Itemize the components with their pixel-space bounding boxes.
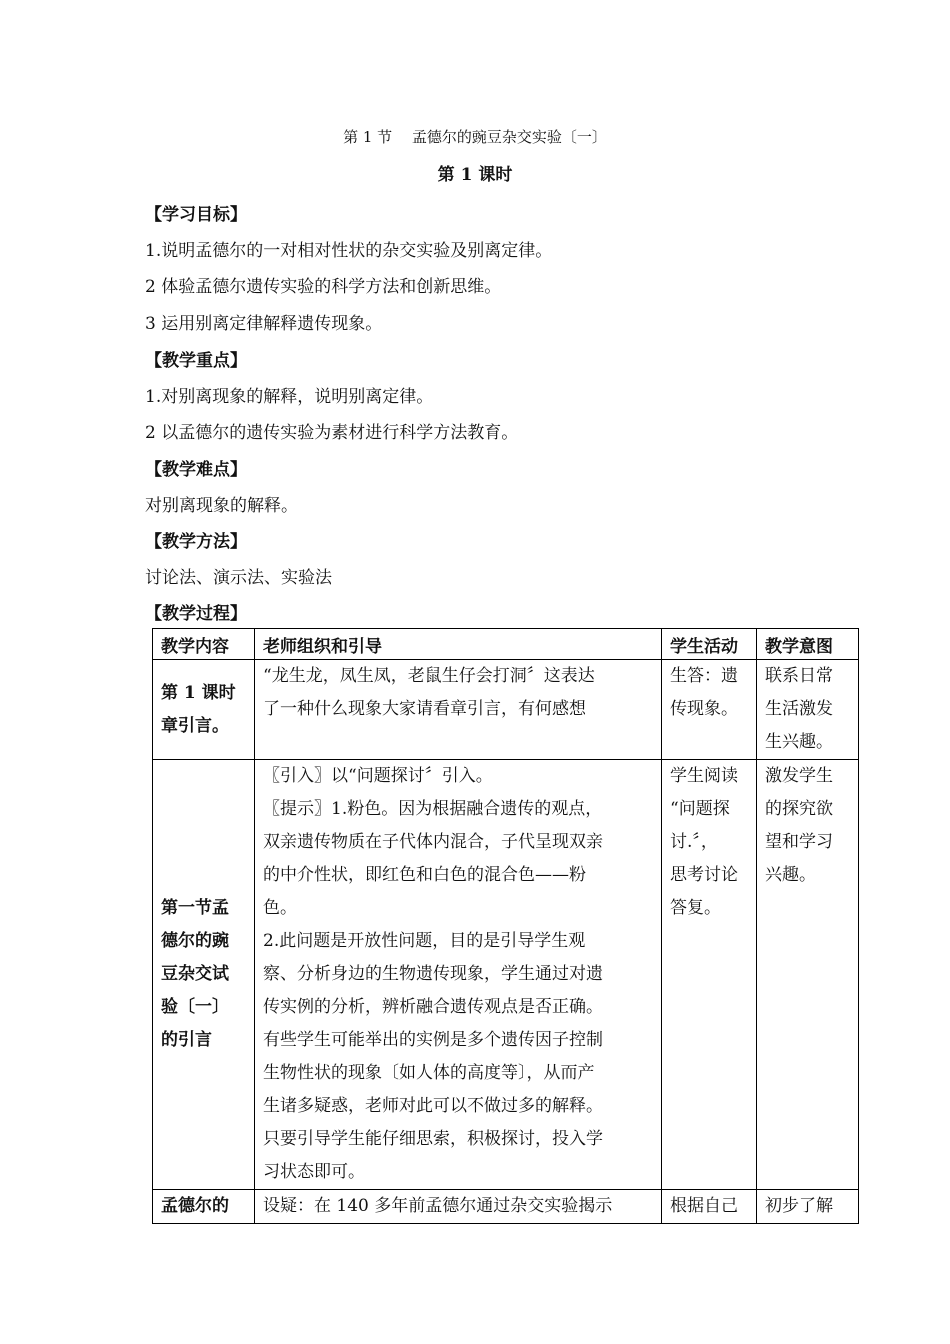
cell-line: 有些学生可能举出的实例是多个遗传因子控制	[263, 1030, 603, 1050]
cell-line: 传实例的分析，辨析融合遗传观点是否正确。	[263, 997, 603, 1017]
cell-line: 色。	[263, 898, 297, 918]
column-header: 教学意图	[757, 629, 859, 660]
cell-line: 双亲遗传物质在子代体内混合，子代呈现双亲	[263, 832, 603, 852]
column-header: 学生活动	[662, 629, 757, 660]
lesson-title: 第 1 课时	[437, 165, 513, 185]
cell-line: 第 1 课时	[161, 682, 236, 703]
cell-line: 章引言。	[161, 715, 229, 736]
cell-line: 孟德尔的	[161, 1196, 229, 1216]
key-points-heading: 【教学重点】	[145, 351, 247, 371]
cell-line: 验〔一〕	[161, 997, 229, 1017]
cell-line: 生答：遗	[670, 666, 738, 686]
column-header: 教学内容	[153, 629, 255, 660]
cell-line: 察、分析身边的生物遗传现象，学生通过对遗	[263, 964, 603, 984]
intent-cell	[757, 1190, 859, 1224]
cell-line: 的中介性状，即红色和白色的混合色——粉	[263, 865, 586, 885]
cell-line: 讨.〞，	[670, 832, 718, 852]
column-header: 老师组织和引导	[255, 629, 662, 660]
key-point-item: 2 以孟德尔的遗传实验为素材进行科学方法教育。	[145, 423, 519, 443]
cell-line: 德尔的豌	[161, 931, 229, 951]
cell-line: 望和学习	[765, 832, 833, 852]
content-cell	[153, 1190, 255, 1224]
cell-line: 豆杂交试	[161, 964, 229, 984]
student-cell	[662, 760, 757, 1190]
cell-line: 联系日常	[765, 666, 833, 686]
cell-line: 生诸多疑惑，老师对此可以不做过多的解释。	[263, 1096, 603, 1116]
student-cell	[662, 1190, 757, 1224]
cell-line: 第一节孟	[161, 898, 229, 918]
intent-cell	[757, 760, 859, 1190]
cell-line: 生兴趣。	[765, 732, 833, 752]
process-table	[152, 628, 859, 1224]
cell-line: 〖引入〗以“问题探讨〞引入。	[263, 766, 493, 786]
objective-item: 3 运用别离定律解释遗传现象。	[145, 314, 383, 334]
student-cell	[662, 660, 757, 760]
cell-line: “龙生龙，凤生凤，老鼠生仔会打洞〞这表达	[263, 666, 595, 686]
cell-line: 生活激发	[765, 699, 833, 719]
content-cell	[153, 760, 255, 1190]
difficulty-heading: 【教学难点】	[145, 460, 247, 480]
guide-cell	[255, 760, 662, 1190]
table-row	[153, 760, 859, 1190]
objective-item: 2 体验孟德尔遗传实验的科学方法和创新思维。	[145, 277, 502, 297]
cell-line: 的引言	[161, 1030, 212, 1050]
table-row	[153, 660, 859, 760]
guide-cell	[255, 660, 662, 760]
cell-line: 生物性状的现象〔如人体的高度等〕，从而产	[263, 1063, 595, 1083]
cell-line: 的探究欲	[765, 799, 833, 819]
difficulty-text: 对别离现象的解释。	[145, 496, 298, 516]
cell-line: 兴趣。	[765, 865, 816, 885]
methods-heading: 【教学方法】	[145, 532, 247, 552]
guide-cell	[255, 1190, 662, 1224]
process-heading: 【教学过程】	[145, 604, 247, 624]
table-row	[153, 1190, 859, 1224]
cell-line: 初步了解	[765, 1196, 833, 1216]
objective-item: 1.说明孟德尔的一对相对性状的杂交实验及别离定律。	[145, 241, 553, 261]
key-point-item: 1.对别离现象的解释，说明别离定律。	[145, 387, 434, 407]
cell-line: 2.此问题是开放性问题，目的是引导学生观	[263, 931, 586, 951]
section-title: 第 1 节 孟德尔的豌豆杂交实验〔一〕	[343, 128, 607, 146]
cell-line: 传现象。	[670, 699, 738, 719]
cell-line: 设疑：在 140 多年前孟德尔通过杂交实验揭示	[263, 1196, 613, 1216]
cell-line: 思考讨论	[670, 865, 738, 885]
cell-line: 〖提示〗1.粉色。因为根据融合遗传的观点，	[263, 799, 603, 819]
cell-line: 根据自己	[670, 1196, 738, 1216]
cell-line: “问题探	[670, 799, 730, 819]
methods-text: 讨论法、演示法、实验法	[145, 568, 332, 588]
cell-line: 习状态即可。	[263, 1162, 365, 1182]
cell-line: 答复。	[670, 898, 721, 918]
cell-line: 了一种什么现象大家请看章引言，有何感想	[263, 699, 586, 719]
content-cell	[153, 660, 255, 760]
objectives-heading: 【学习目标】	[145, 205, 247, 225]
table-header-row	[153, 629, 859, 660]
intent-cell	[757, 660, 859, 760]
cell-line: 只要引导学生能仔细思索，积极探讨，投入学	[263, 1129, 603, 1149]
cell-line: 激发学生	[765, 766, 833, 786]
cell-line: 学生阅读	[670, 766, 738, 786]
